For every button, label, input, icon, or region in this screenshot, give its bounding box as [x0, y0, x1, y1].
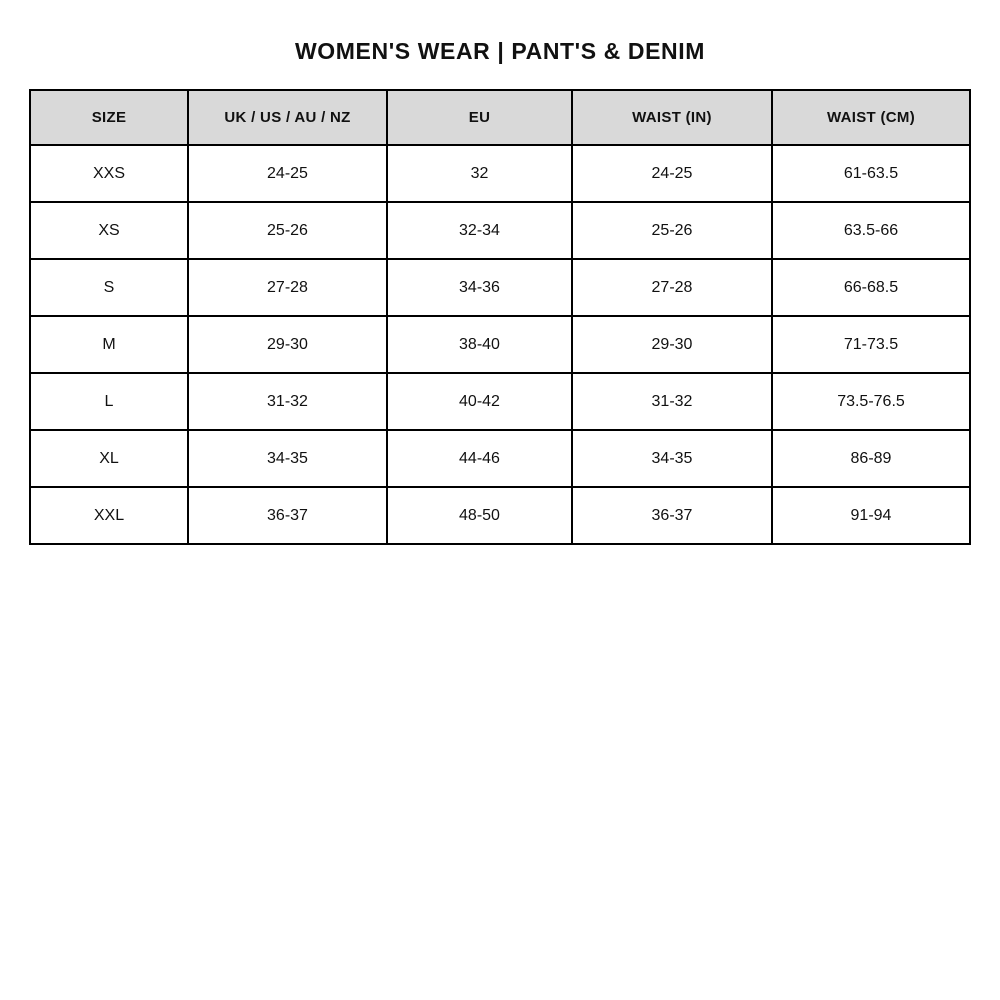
table-row — [30, 259, 970, 316]
table-cell: 32-34 — [387, 202, 572, 259]
table-cell: 31-32 — [572, 373, 772, 430]
table-cell: 61-63.5 — [772, 145, 970, 202]
table-cell: 71-73.5 — [772, 316, 970, 373]
header-row — [30, 90, 970, 145]
header-cell: UK / US / AU / NZ — [188, 90, 387, 145]
table-cell: XXS — [30, 145, 188, 202]
table-cell: 48-50 — [387, 487, 572, 544]
table-cell: M — [30, 316, 188, 373]
size-chart-table — [29, 89, 971, 545]
table-cell: 27-28 — [188, 259, 387, 316]
table-cell: 34-35 — [572, 430, 772, 487]
table-cell: 36-37 — [188, 487, 387, 544]
table-row — [30, 202, 970, 259]
table-cell: 29-30 — [572, 316, 772, 373]
table-cell: 66-68.5 — [772, 259, 970, 316]
header-cell: EU — [387, 90, 572, 145]
table-cell: 38-40 — [387, 316, 572, 373]
table-cell: 73.5-76.5 — [772, 373, 970, 430]
table-cell: XS — [30, 202, 188, 259]
table-cell: 36-37 — [572, 487, 772, 544]
table-cell: 27-28 — [572, 259, 772, 316]
table-cell: 24-25 — [188, 145, 387, 202]
table-cell: 34-35 — [188, 430, 387, 487]
table-cell: 25-26 — [188, 202, 387, 259]
table-row — [30, 373, 970, 430]
table-cell: 25-26 — [572, 202, 772, 259]
table-cell: 32 — [387, 145, 572, 202]
table-row — [30, 145, 970, 202]
header-cell: WAIST (IN) — [572, 90, 772, 145]
table-cell: 44-46 — [387, 430, 572, 487]
table-row — [30, 430, 970, 487]
header-cell: SIZE — [30, 90, 188, 145]
table-cell: XL — [30, 430, 188, 487]
table-cell: 86-89 — [772, 430, 970, 487]
page-title: WOMEN'S WEAR | PANT'S & DENIM — [294, 38, 705, 64]
table-cell: XXL — [30, 487, 188, 544]
table-cell: 34-36 — [387, 259, 572, 316]
table-cell: S — [30, 259, 188, 316]
table-body — [30, 145, 970, 544]
table-row — [30, 487, 970, 544]
table-cell: 24-25 — [572, 145, 772, 202]
header-cell: WAIST (CM) — [772, 90, 970, 145]
table-row — [30, 316, 970, 373]
table-cell: L — [30, 373, 188, 430]
table-cell: 29-30 — [188, 316, 387, 373]
table-cell: 31-32 — [188, 373, 387, 430]
table-cell: 63.5-66 — [772, 202, 970, 259]
table-cell: 40-42 — [387, 373, 572, 430]
table-cell: 91-94 — [772, 487, 970, 544]
table-header-row — [30, 90, 970, 145]
